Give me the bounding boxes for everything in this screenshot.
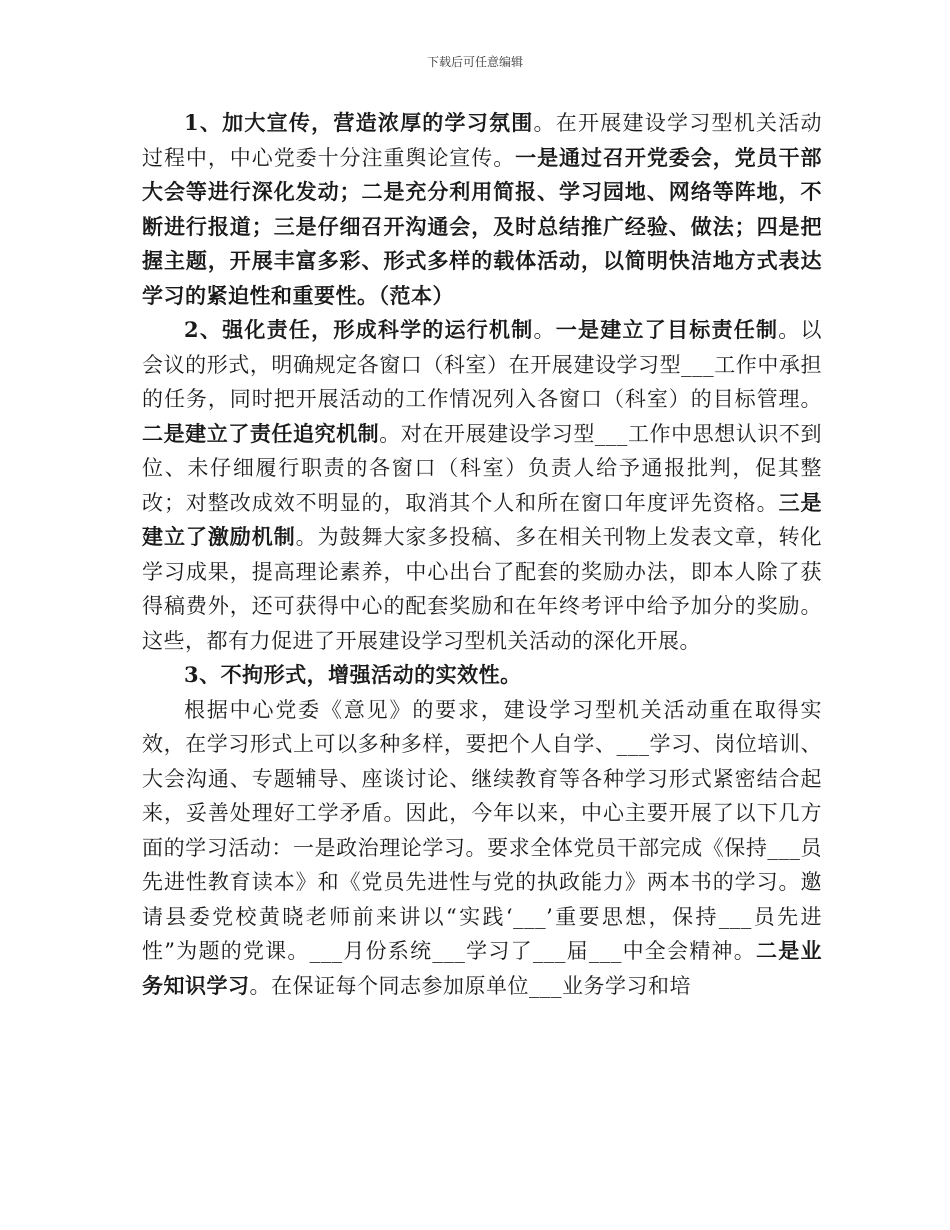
text-run: 根据中心党委《意见》的要求，建设学习型机关活动重在取得实效，在学习形式上可以多种多样，要把个人自学、___学习、岗位培训、大会沟通、专题辅导、座谈讨论、继续教育等各种学习形式紧密结合起来，妥善处理好工学矛盾。因此，今年以来，中心主要开展了以下几方面的学习活动：一是政治理论学习。要求全体党员干部完成《保持___员先进性教育读本》和《党员先进性与党的执政能力》两本书的学习。邀请县委党校黄晓老师前来讲以“实践‘___’重要思想，保持___员先进性”为题的党课。___月份系统___学习了___届___中全会精神。	[142, 697, 822, 963]
bold-text-run: 一是建立了目标责任制	[555, 317, 779, 342]
bold-text-run: 一是通过召开党委会，党员干部大会等进行深化发动；二是充分利用简报、学习园地、网络等阵地，不断进行报道；三是仔细召开沟通会，及时总结推广经验、做法；四是把握主题，开展丰富多彩、形式多样的载体活动，以简明快洁地方式表达学习的紧迫性和重要性。（范本）	[142, 144, 823, 308]
bold-text-run: 1、加大宣传，营造浓厚的学习氛围	[184, 110, 534, 135]
paragraph	[142, 106, 822, 313]
page-header: 下载后可任意编辑	[426, 55, 523, 69]
document-body	[142, 106, 822, 1003]
bold-text-run: 3、不拘形式，增强活动的实效性。	[184, 662, 522, 687]
paragraph	[142, 658, 822, 693]
bold-text-run: 三是建立了激励机制	[142, 489, 823, 549]
text-run: 。为鼓舞大家多投稿、多在相关刊物上发表文章，转化学习成果，提高理论素养，中心出台了配套的奖励办法，即本人除了获得稿费外，还可获得中心的配套奖励和在年终考评中给予加分的奖励。这些，都有力促进了开展建设学习型机关活动的深化开展。	[142, 525, 823, 653]
text-run: 。以会议的形式，明确规定各窗口（科室）在开展建设学习型___工作中承担的任务，同时把开展活动的工作情况列入各窗口（科室）的目标管理。	[142, 318, 823, 411]
paragraph	[142, 313, 822, 658]
text-run: 。	[533, 318, 556, 342]
text-run: 。对在开展建设学习型___工作中思想认识不到位、未仔细履行职责的各窗口（科室）负责人给予通报批判，促其整改；对整改成效不明显的，取消其个人和所在窗口年度评先资格。	[142, 421, 822, 515]
text-run: 。在保证每个同志参加原单位___业务学习和培	[249, 973, 691, 998]
bold-text-run: 2、强化责任，形成科学的运行机制	[184, 317, 534, 342]
paragraph	[142, 693, 822, 1004]
bold-text-run: 二是建立了责任追究机制	[142, 420, 380, 446]
bold-text-run: 二是业务知识学习	[142, 938, 823, 998]
text-run: 。在开展建设学习型机关活动过程中，中心党委十分注重舆论宣传。	[142, 111, 822, 170]
